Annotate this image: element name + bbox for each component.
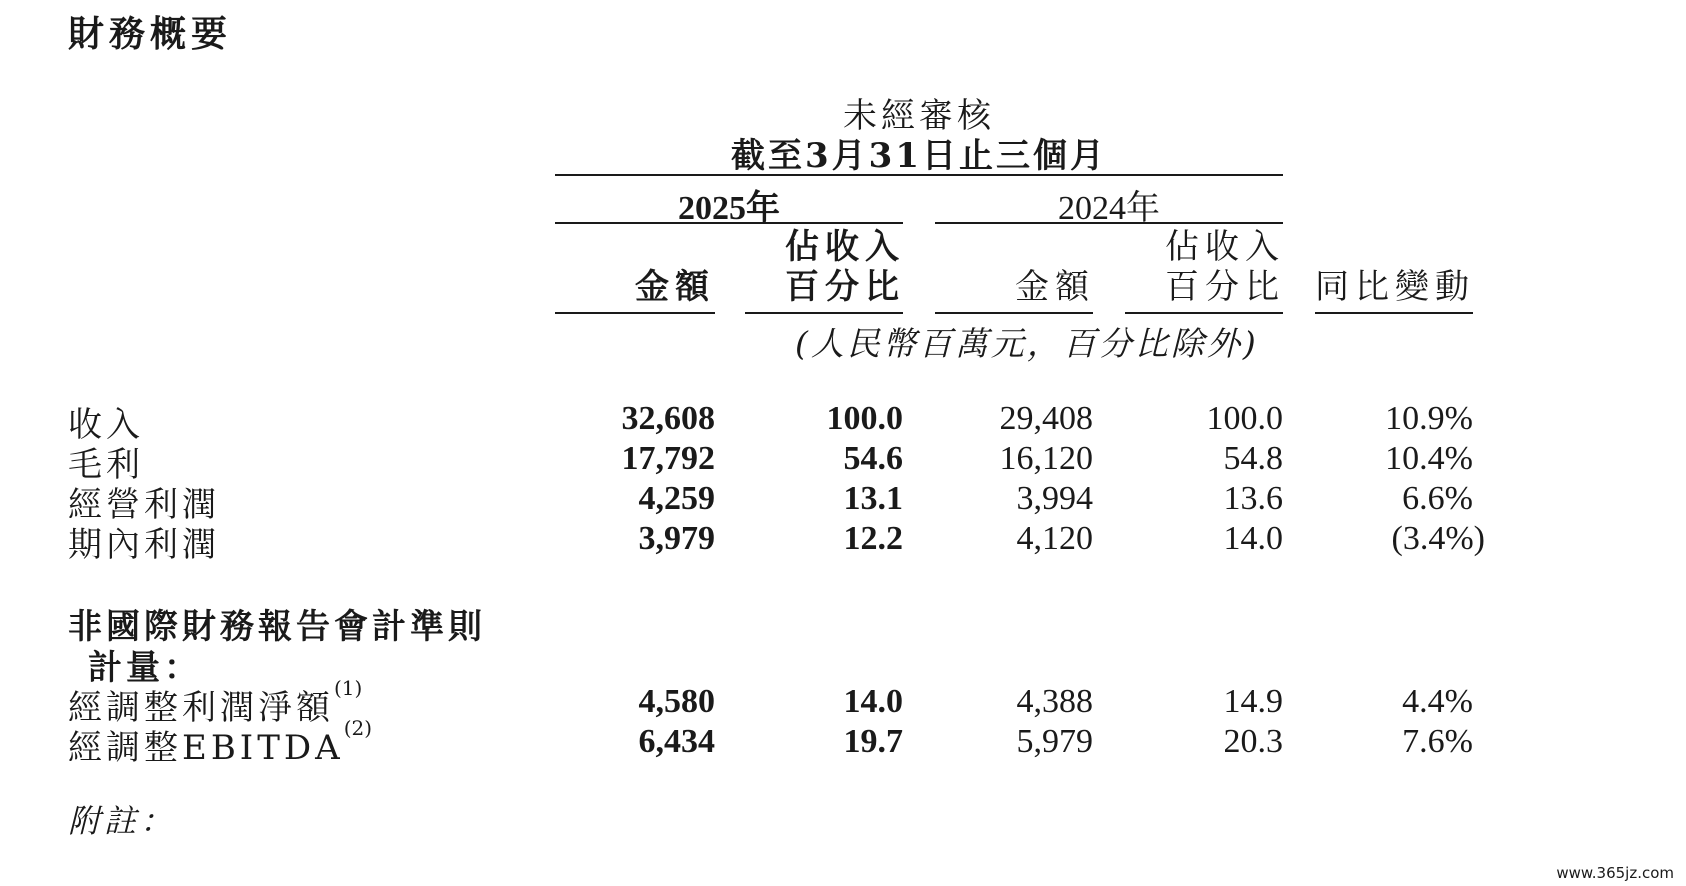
adjusted-ebitda-pct-2024: 20.3 bbox=[1223, 723, 1283, 760]
watermark: www.365jz.com bbox=[1556, 864, 1674, 882]
revenue-amount-2025: 32,608 bbox=[621, 400, 715, 437]
gross-profit-pct-2025: 54.6 bbox=[843, 440, 903, 477]
adjusted-net-profit-label: 經調整利潤淨額 bbox=[68, 688, 334, 728]
gross-profit-pct-2024: 54.8 bbox=[1223, 440, 1283, 477]
adjusted-net-profit-pct-2025: 14.0 bbox=[843, 683, 903, 720]
col-pct-2024-line1: 佔收入 bbox=[1165, 227, 1285, 267]
adjusted-ebitda-label: 經調整EBITDA bbox=[68, 728, 344, 768]
period-profit-yoy: (3.4%) bbox=[1391, 520, 1485, 557]
col-pct-2025-line2: 百分比 bbox=[785, 267, 905, 307]
year-2025-rule bbox=[555, 222, 903, 224]
col-rule-pct-2024 bbox=[1125, 312, 1283, 314]
col-pct-2025-line1: 佔收入 bbox=[785, 227, 905, 267]
operating-profit-pct-2025: 13.1 bbox=[843, 480, 903, 517]
row-label-adjusted-ebitda bbox=[68, 716, 373, 769]
operating-profit-yoy: 6.6% bbox=[1402, 480, 1473, 517]
adjusted-ebitda-amount-2024: 5,979 bbox=[1016, 723, 1093, 760]
row-label-gross-profit: 毛利 bbox=[68, 445, 144, 485]
adjusted-net-profit-yoy: 4.4% bbox=[1402, 683, 1473, 720]
adjusted-net-profit-amount-2025: 4,580 bbox=[638, 683, 715, 720]
year-2025: 2025年 bbox=[678, 190, 780, 227]
adjusted-ebitda-yoy: 7.6% bbox=[1402, 723, 1473, 760]
revenue-pct-2024: 100.0 bbox=[1206, 400, 1283, 437]
gross-profit-amount-2024: 16,120 bbox=[999, 440, 1093, 477]
header-period: 截至3月31日止三個月 bbox=[731, 136, 1107, 176]
col-amount-2024: 金額 bbox=[1015, 267, 1095, 307]
col-yoy: 同比變動 bbox=[1315, 267, 1475, 307]
col-rule-amount-2024 bbox=[935, 312, 1093, 314]
adjusted-ebitda-pct-2025: 19.7 bbox=[843, 723, 903, 760]
page-title: 財務概要 bbox=[68, 13, 233, 55]
col-pct-2024-line2: 百分比 bbox=[1165, 267, 1285, 307]
col-rule-amount-2025 bbox=[555, 312, 715, 314]
row-label-revenue: 收入 bbox=[68, 405, 144, 445]
operating-profit-amount-2025: 4,259 bbox=[638, 480, 715, 517]
footnote-heading: 附註： bbox=[68, 802, 177, 840]
operating-profit-amount-2024: 3,994 bbox=[1016, 480, 1093, 517]
col-rule-yoy bbox=[1315, 312, 1473, 314]
adjusted-net-profit-pct-2024: 14.9 bbox=[1223, 683, 1283, 720]
row-label-operating-profit: 經營利潤 bbox=[68, 485, 220, 525]
gross-profit-yoy: 10.4% bbox=[1385, 440, 1473, 477]
gross-profit-amount-2025: 17,792 bbox=[621, 440, 715, 477]
revenue-yoy: 10.9% bbox=[1385, 400, 1473, 437]
header-rule-top bbox=[555, 174, 1283, 176]
revenue-amount-2024: 29,408 bbox=[999, 400, 1093, 437]
adjusted-net-profit-amount-2024: 4,388 bbox=[1016, 683, 1093, 720]
year-2024: 2024年 bbox=[1058, 190, 1160, 227]
adjusted-ebitda-amount-2025: 6,434 bbox=[638, 723, 715, 760]
non-ifrs-heading-line1: 非國際財務報告會計準則 bbox=[68, 607, 486, 647]
col-amount-2025: 金額 bbox=[635, 267, 715, 307]
period-profit-amount-2025: 3,979 bbox=[638, 520, 715, 557]
year-2024-rule bbox=[935, 222, 1283, 224]
non-ifrs-heading-line2: 計量： bbox=[88, 648, 202, 688]
period-profit-amount-2024: 4,120 bbox=[1016, 520, 1093, 557]
footnote-ref-1: (1) bbox=[334, 676, 363, 700]
period-profit-pct-2024: 14.0 bbox=[1223, 520, 1283, 557]
header-unaudited: 未經審核 bbox=[843, 96, 995, 136]
row-label-period-profit: 期內利潤 bbox=[68, 525, 220, 565]
footnote-ref-2: (2) bbox=[343, 716, 373, 740]
period-profit-pct-2025: 12.2 bbox=[843, 520, 903, 557]
col-rule-pct-2025 bbox=[745, 312, 903, 314]
operating-profit-pct-2024: 13.6 bbox=[1223, 480, 1283, 517]
revenue-pct-2025: 100.0 bbox=[826, 400, 903, 437]
unit-note: (人民幣百萬元，百分比除外) bbox=[795, 324, 1259, 363]
